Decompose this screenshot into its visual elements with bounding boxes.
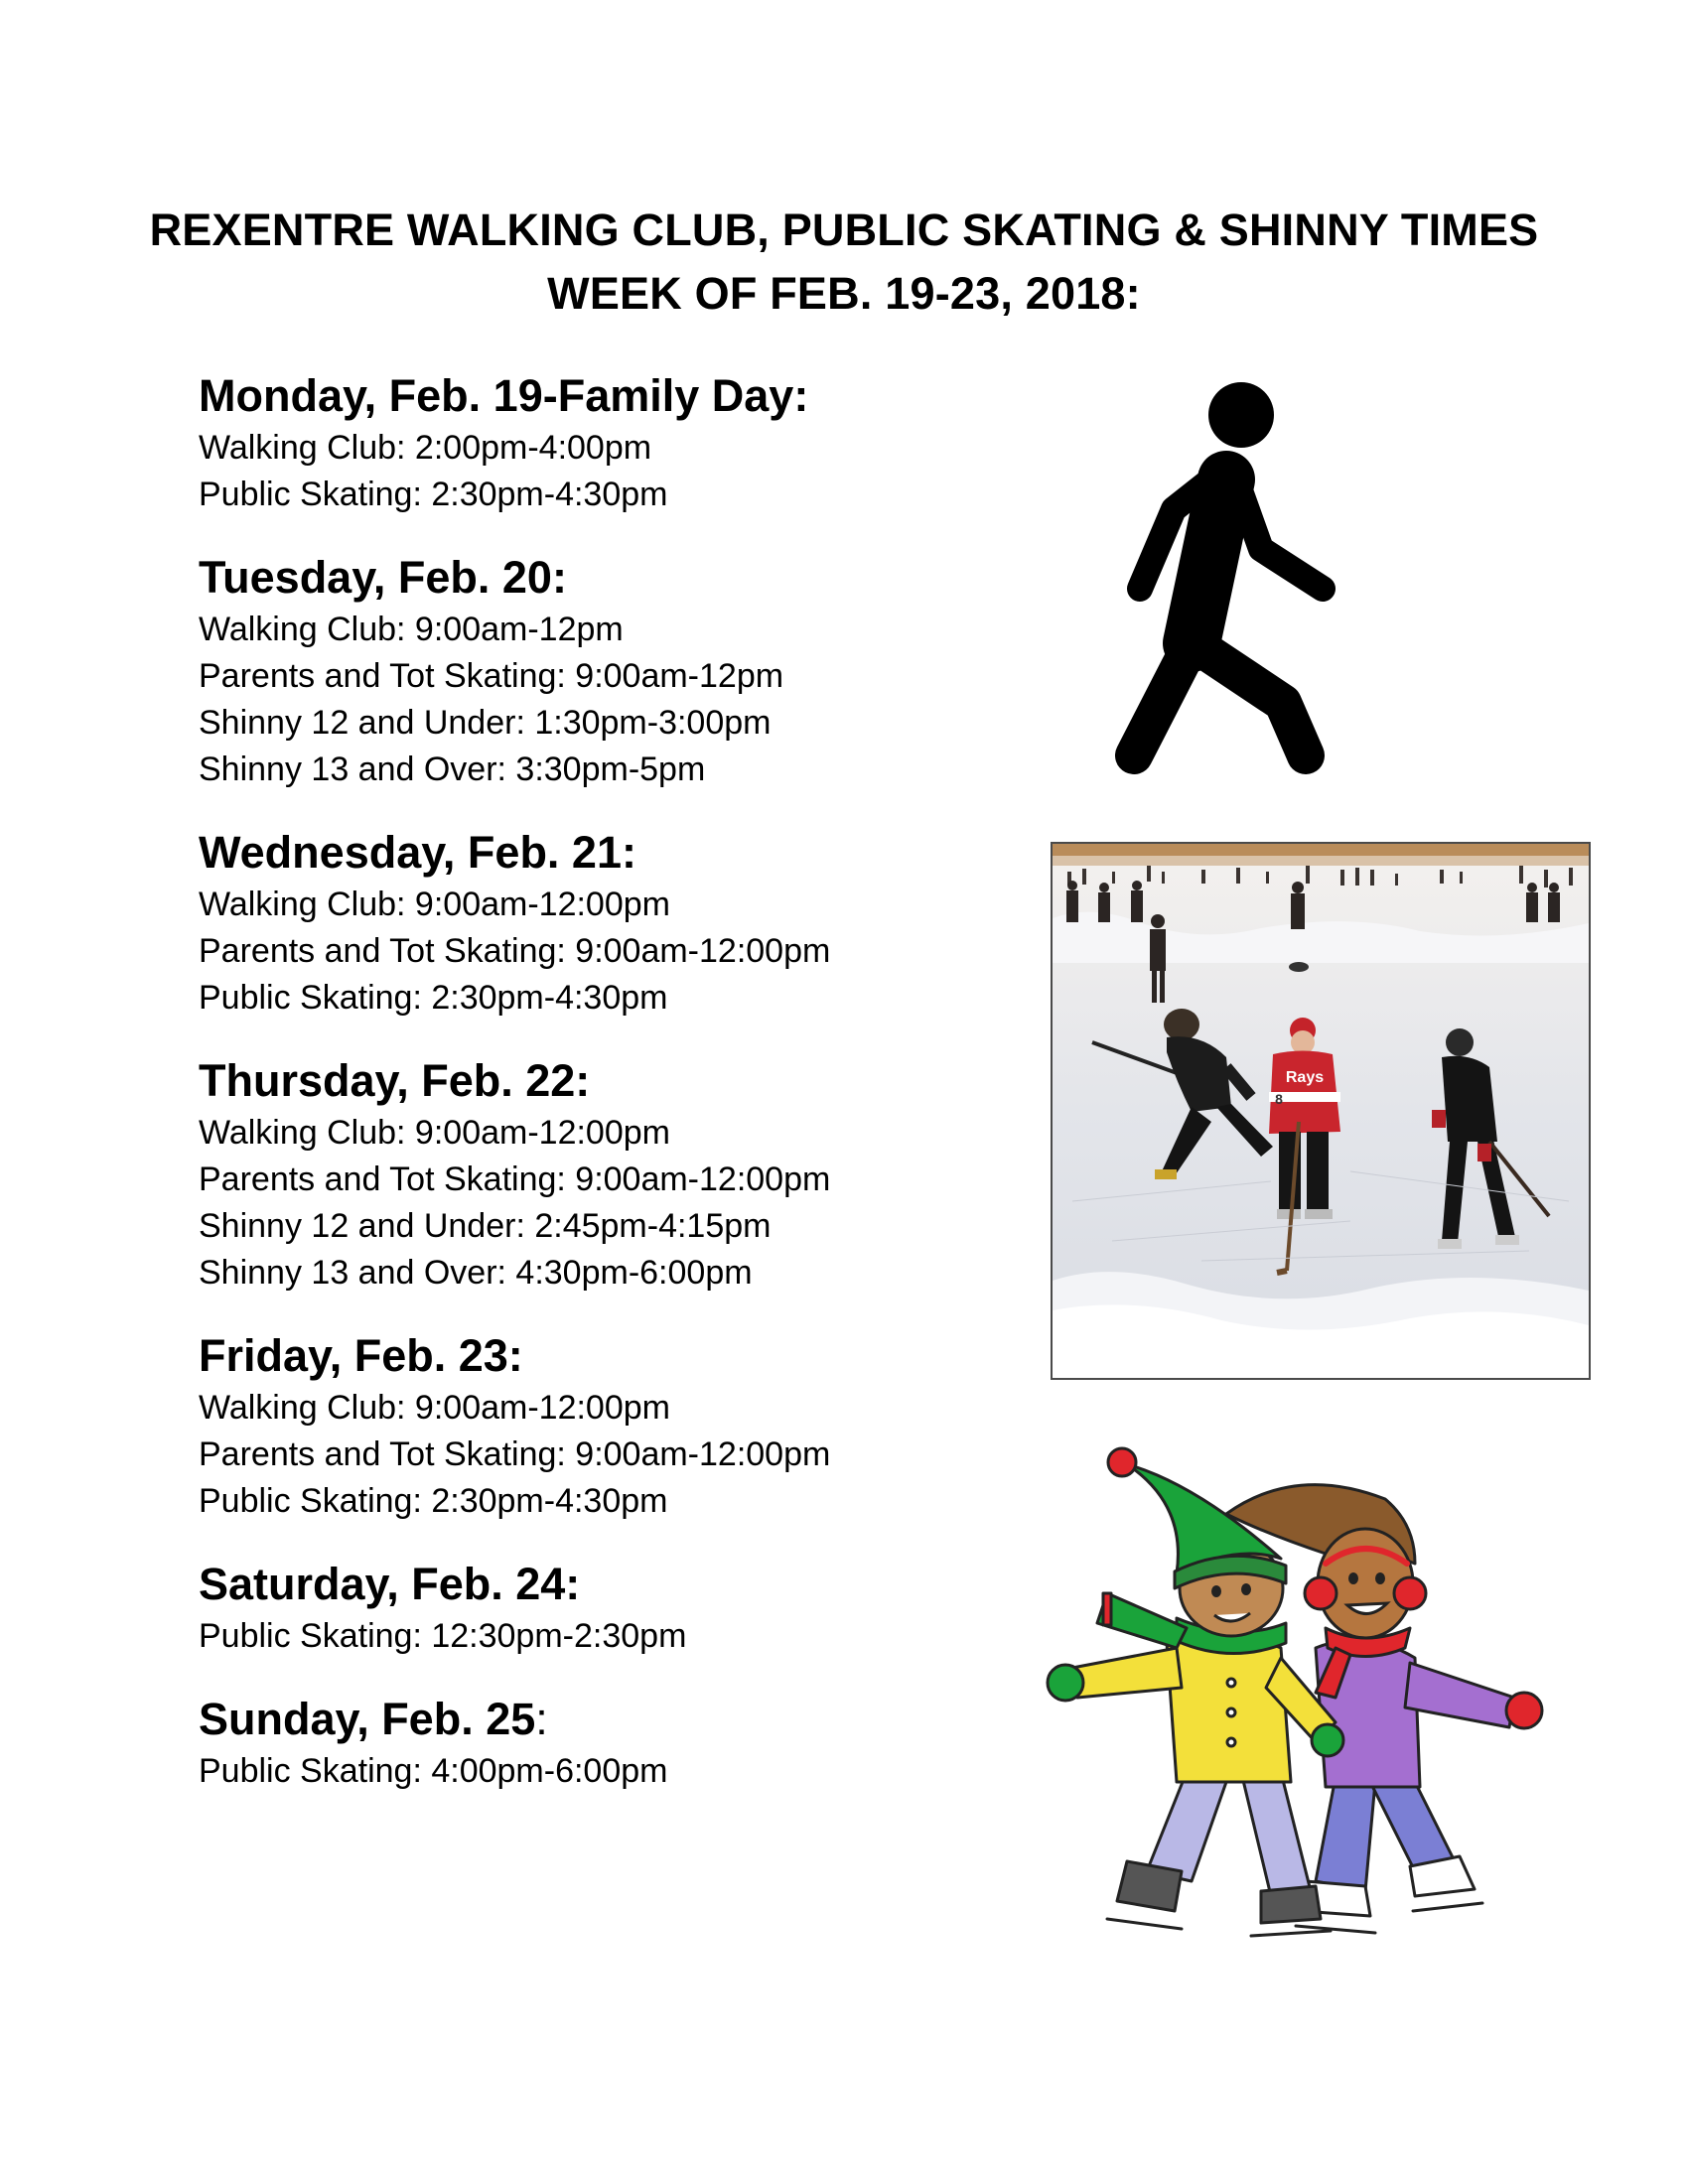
jersey-number: 8	[1275, 1091, 1283, 1107]
schedule-entry: Parents and Tot Skating: 9:00am-12pm	[199, 657, 784, 695]
schedule-entry: Walking Club: 9:00am-12:00pm	[199, 1114, 670, 1152]
pedestrian-icon	[1112, 380, 1350, 777]
schedule-entry: Walking Club: 9:00am-12:00pm	[199, 886, 670, 923]
day-block-tuesday	[199, 549, 1033, 793]
schedule-entry: Parents and Tot Skating: 9:00am-12:00pm	[199, 1160, 831, 1198]
day-heading: Saturday, Feb. 24:	[199, 1559, 581, 1609]
day-block-friday	[199, 1327, 1033, 1525]
schedule-entry: Parents and Tot Skating: 9:00am-12:00pm	[199, 1435, 831, 1473]
day-heading: Tuesday, Feb. 20:	[199, 552, 567, 603]
schedule-entry: Shinny 12 and Under: 2:45pm-4:15pm	[199, 1207, 772, 1245]
day-block-sunday	[199, 1691, 1033, 1795]
schedule-entry: Public Skating: 4:00pm-6:00pm	[199, 1752, 668, 1790]
day-block-thursday	[199, 1052, 1033, 1297]
day-heading-suffix: :	[535, 1694, 548, 1744]
schedule-entry: Walking Club: 9:00am-12pm	[199, 611, 624, 648]
schedule-entry: Walking Club: 9:00am-12:00pm	[199, 1389, 670, 1427]
day-heading: Wednesday, Feb. 21:	[199, 827, 636, 878]
day-heading	[199, 1691, 1033, 1748]
title-line-2: WEEK OF FEB. 19-23, 2018:	[547, 268, 1141, 319]
schedule-entry: Public Skating: 2:30pm-4:30pm	[199, 476, 668, 513]
schedule-entry: Walking Club: 2:00pm-4:00pm	[199, 429, 652, 467]
schedule-entry: Shinny 12 and Under: 1:30pm-3:00pm	[199, 704, 772, 742]
jersey-text: Rays	[1285, 1069, 1325, 1086]
day-block-monday	[199, 367, 1033, 518]
weekly-schedule	[199, 367, 1033, 1826]
day-block-saturday	[199, 1556, 1033, 1660]
document-title	[0, 199, 1688, 326]
kids-skating-illustration	[1038, 1444, 1594, 2000]
schedule-entry: Public Skating: 12:30pm-2:30pm	[199, 1617, 687, 1655]
schedule-entry: Shinny 13 and Over: 3:30pm-5pm	[199, 751, 706, 788]
schedule-entry: Public Skating: 2:30pm-4:30pm	[199, 979, 668, 1017]
title-line-1: REXENTRE WALKING CLUB, PUBLIC SKATING & SHINNY TIMES	[149, 205, 1539, 255]
schedule-entry: Shinny 13 and Over: 4:30pm-6:00pm	[199, 1254, 753, 1292]
day-heading: Thursday, Feb. 22:	[199, 1055, 591, 1106]
day-heading: Monday, Feb. 19-Family Day:	[199, 370, 809, 421]
day-block-wednesday	[199, 824, 1033, 1022]
schedule-entry: Parents and Tot Skating: 9:00am-12:00pm	[199, 932, 831, 970]
schedule-entry: Public Skating: 2:30pm-4:30pm	[199, 1482, 668, 1520]
pond-hockey-photo	[1051, 842, 1591, 1380]
day-heading-text: Sunday, Feb. 25	[199, 1694, 536, 1744]
day-heading: Friday, Feb. 23:	[199, 1330, 523, 1381]
